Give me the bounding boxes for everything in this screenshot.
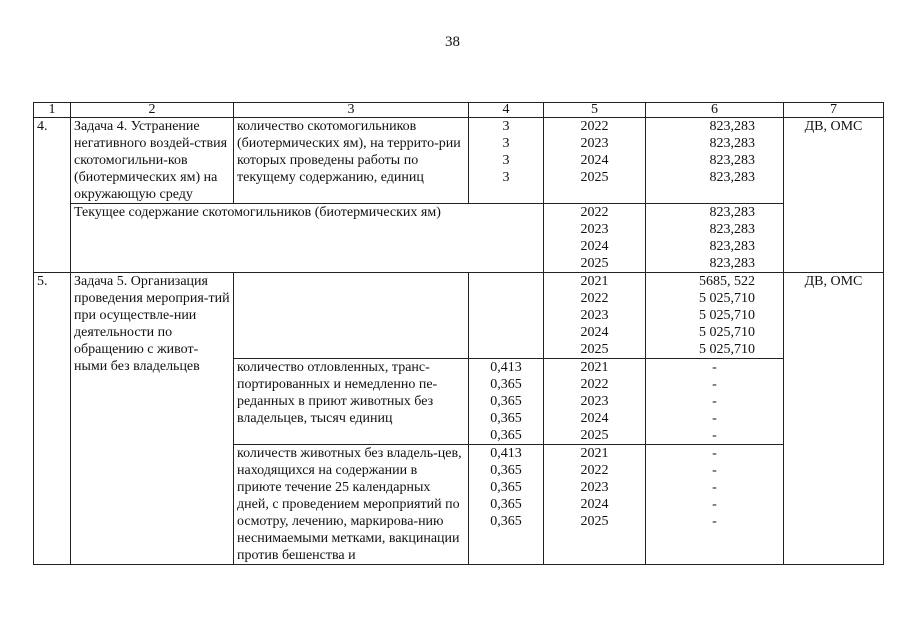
funding-source: ДВ, ОМС [784,273,884,565]
page-number: 38 [445,34,460,50]
years: 2021 2022 2023 2024 2025 [544,273,646,359]
years: 2022 2023 2024 2025 [544,118,646,204]
header-row [34,103,884,118]
indicator-text: количество отловленных, транс-портированных и немедленно пе-реданных в приют животных без владельцев, тысяч единиц [234,359,469,445]
amounts: 823,283 823,283 823,283 823,283 [646,118,784,204]
col-header-6: 6 [646,103,784,118]
amounts: - - - - - [646,359,784,445]
indicator-text: количество скотомогильников (биотермических ям), на террито-рии которых проведены работы по текущему содержанию, единиц [234,118,469,204]
subtotal-label: Текущее содержание скотомогильников (биотермических ям) [71,204,544,273]
row-number: 4. [34,118,71,273]
task-text: Задача 4. Устранение негативного воздей-ствия скотомогильни-ков (биотермических ям) на окружающую среду [71,118,234,204]
amounts: - - - - - [646,445,784,565]
row-number: 5. [34,273,71,565]
indicator-empty [234,273,469,359]
table-row [34,273,884,359]
funding-source: ДВ, ОМС [784,118,884,273]
task-text: Задача 5. Организация проведения мероприя-тий при осуществле-нии деятельности по обращению с живот-ными без владельцев [71,273,234,565]
table-row [34,118,884,204]
years: 2021 2022 2023 2024 2025 [544,445,646,565]
col-header-3: 3 [234,103,469,118]
indicator-values: 3 3 3 3 [469,118,544,204]
value-empty [469,273,544,359]
col-header-1: 1 [34,103,71,118]
col-header-7: 7 [784,103,884,118]
col-header-4: 4 [469,103,544,118]
indicator-text: количеств животных без владель-цев, находящихся на содержании в приюте течение 25 календарных дней, с проведением мероприятий по осмотру, лечению, маркирова-нию неснимаемыми метками, вакцинации против бешенства и [234,445,469,565]
table-row [34,204,884,273]
indicator-values: 0,413 0,365 0,365 0,365 0,365 [469,359,544,445]
col-header-5: 5 [544,103,646,118]
amounts: 823,283 823,283 823,283 823,283 [646,204,784,273]
years: 2022 2023 2024 2025 [544,204,646,273]
program-table [33,102,884,565]
col-header-2: 2 [71,103,234,118]
amounts: 5685, 522 5 025,710 5 025,710 5 025,710 5 025,710 [646,273,784,359]
years: 2021 2022 2023 2024 2025 [544,359,646,445]
indicator-values: 0,413 0,365 0,365 0,365 0,365 [469,445,544,565]
